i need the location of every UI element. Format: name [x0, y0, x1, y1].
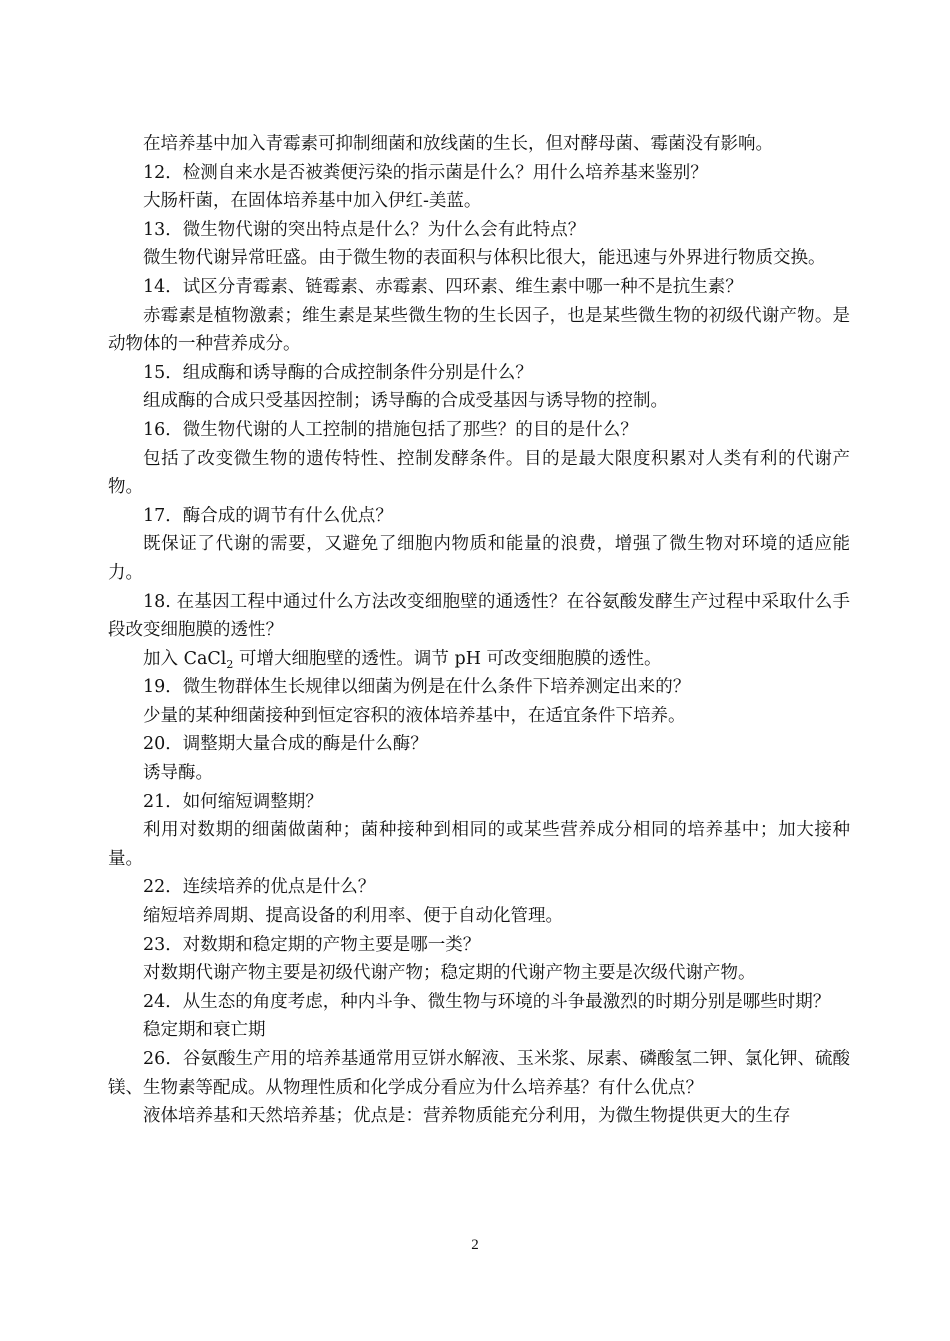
answer-21: 利用对数期的细菌做菌种；菌种接种到相同的或某些营养成分相同的培养基中；加大接种量。 — [108, 820, 850, 869]
answer-18-prefix: 加入 CaCl — [143, 648, 227, 669]
answer-19: 少量的某种细菌接种到恒定容积的液体培养基中，在适宜条件下培养。 — [143, 705, 686, 726]
answer-15: 组成酶的合成只受基因控制；诱导酶的合成受基因与诱导物的控制。 — [143, 391, 668, 412]
question-17: 17．酶合成的调节有什么优点？ — [143, 505, 393, 526]
answer-18-suffix: 可增大细胞壁的透性。调节 pH 可改变细胞膜的透性。 — [233, 648, 662, 669]
answer-20: 诱导酶。 — [143, 763, 213, 784]
answer-22: 缩短培养周期、提高设备的利用率、便于自动化管理。 — [143, 906, 563, 927]
answer-26: 液体培养基和天然培养基；优点是：营养物质能充分利用，为微生物提供更大的生存 — [143, 1106, 791, 1127]
answer-14: 赤霉素是植物激素；维生素是某些微生物的生长因子，也是某些微生物的初级代谢产物。是动物体的一种营养成分。 — [108, 305, 850, 355]
document-body — [108, 130, 850, 1131]
question-21: 21．如何缩短调整期？ — [143, 791, 323, 812]
paragraph: 在培养基中加入青霉素可抑制细菌和放线菌的生长，但对酵母菌、霉菌没有影响。 — [143, 134, 773, 154]
answer-18-subscript: 2 — [226, 657, 234, 671]
question-24: 24．从生态的角度考虑，种内斗争、微生物与环境的斗争最激烈的时期分别是哪些时期？ — [143, 991, 831, 1012]
page-number: 2 — [471, 1237, 479, 1253]
question-20: 20．调整期大量合成的酶是什么酶？ — [143, 734, 428, 755]
question-14: 14．试区分青霉素、链霉素、赤霉素、四环素、维生素中哪一种不是抗生素？ — [143, 276, 743, 297]
answer-18 — [108, 645, 850, 674]
question-19: 19．微生物群体生长规律以细菌为例是在什么条件下培养测定出来的？ — [143, 677, 691, 698]
question-16: 16．微生物代谢的人工控制的措施包括了那些？的目的是什么？ — [143, 419, 638, 440]
question-22: 22．连续培养的优点是什么？ — [143, 877, 376, 898]
question-18: 18. 在基因工程中通过什么方法改变细胞壁的通透性？在谷氨酸发酵生产过程中采取什么手段改变细胞膜的透性？ — [108, 591, 850, 641]
answer-16: 包括了改变微生物的遗传特性、控制发酵条件。目的是最大限度积累对人类有利的代谢产物。 — [108, 448, 850, 498]
question-15: 15．组成酶和诱导酶的合成控制条件分别是什么？ — [143, 362, 533, 383]
question-13: 13．微生物代谢的突出特点是什么？为什么会有此特点？ — [143, 219, 586, 240]
answer-24: 稳定期和衰亡期 — [143, 1020, 266, 1041]
question-23: 23．对数期和稳定期的产物主要是哪一类？ — [143, 934, 481, 955]
answer-13: 微生物代谢异常旺盛。由于微生物的表面积与体积比很大，能迅速与外界进行物质交换。 — [143, 248, 826, 269]
question-26: 26．谷氨酸生产用的培养基通常用豆饼水解液、玉米浆、尿素、磷酸氢二钾、氯化钾、硫酸镁、生物素等配成。从物理性质和化学成分看应为什么培养基？有什么优点？ — [108, 1049, 850, 1098]
answer-17: 既保证了代谢的需要，又避免了细胞内物质和能量的浪费，增强了微生物对环境的适应能力。 — [108, 534, 850, 583]
answer-12: 大肠杆菌，在固体培养基中加入伊红-美蓝。 — [143, 191, 482, 212]
answer-23: 对数期代谢产物主要是初级代谢产物；稳定期的代谢产物主要是次级代谢产物。 — [143, 963, 756, 984]
question-12: 12．检测自来水是否被粪便污染的指示菌是什么？用什么培养基来鉴别？ — [143, 162, 708, 183]
